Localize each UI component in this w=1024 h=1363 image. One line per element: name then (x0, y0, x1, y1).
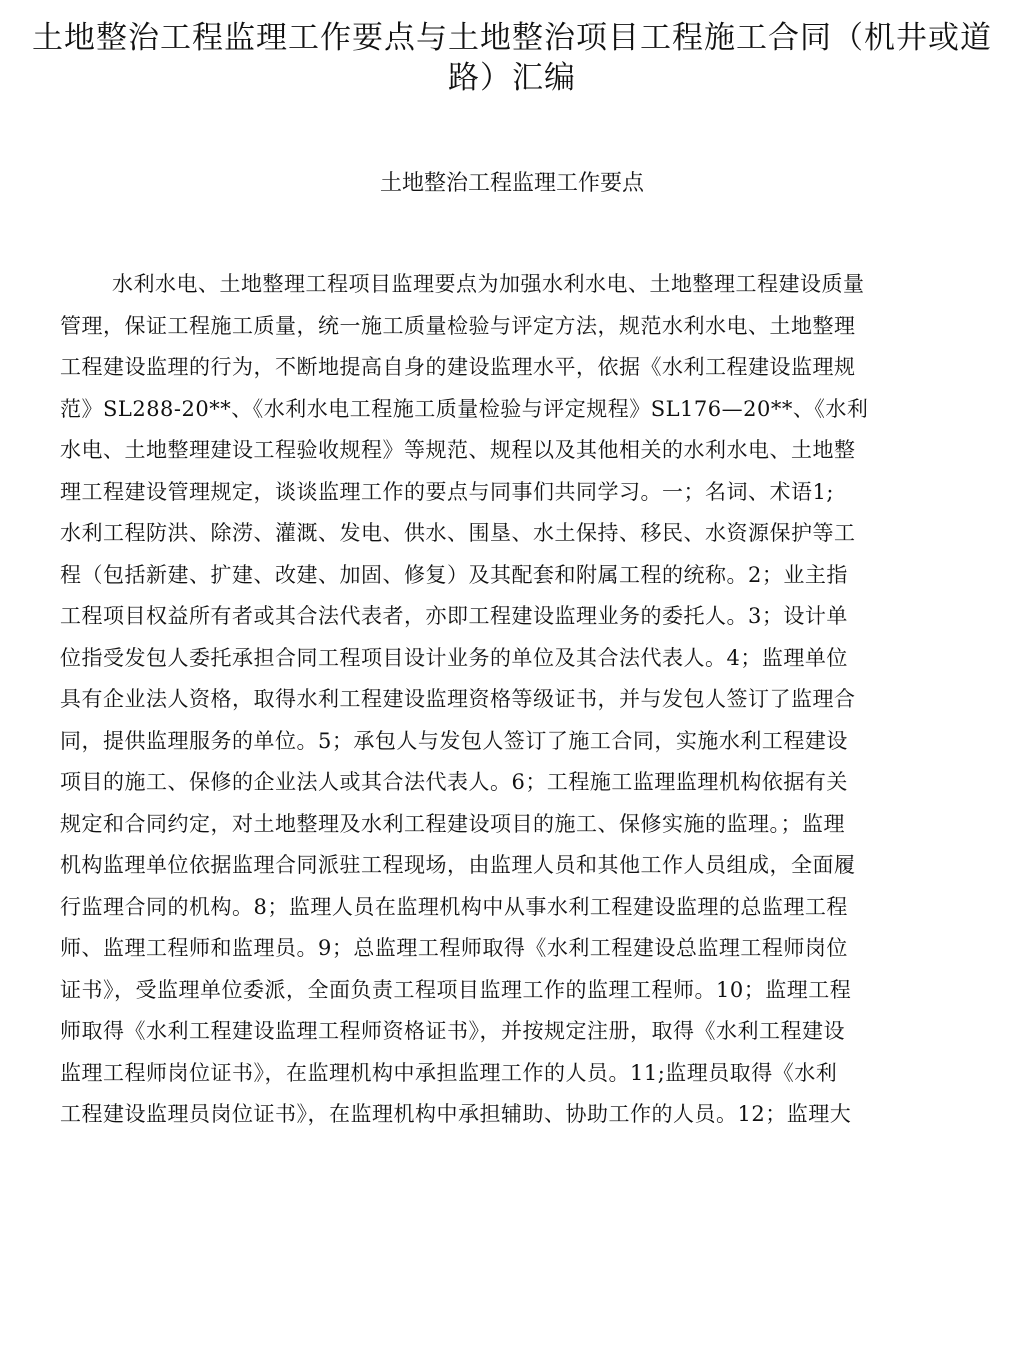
body-line: 监理工程师岗位证书》，在监理机构中承担监理工作的人员。11;监理员取得《水利 (60, 1060, 838, 1085)
body-line: 项目的施工、保修的企业法人或其合法代表人。6；工程施工监理监理机构依据有关 (60, 770, 848, 794)
body-line: 具有企业法人资格，取得水利工程建设监理资格等级证书，并与发包人签订了监理合 (60, 687, 856, 711)
body-line: 水电、土地整理建设工程验收规程》等规范、规程以及其他相关的水利水电、土地整 (60, 438, 856, 462)
body-line: 水利水电、土地整理工程项目监理要点为加强水利水电、土地整理工程建设质量 (112, 272, 865, 296)
body-line: 工程建设监理的行为，不断地提高自身的建设监理水平，依据《水利工程建设监理规 (60, 355, 856, 379)
body-line: 师、监理工程师和监理员。9；总监理工程师取得《水利工程建设总监理工程师岗位 (60, 936, 848, 960)
body-line: 证书》，受监理单位委派，全面负责工程项目监理工作的监理工程师。10；监理工程 (60, 977, 852, 1002)
body-line: 水利工程防洪、除涝、灌溉、发电、供水、围垦、水土保持、移民、水资源保护等工 (60, 521, 856, 545)
document-title: 土地整治工程监理工作要点与土地整治项目工程施工合同（机井或道路）汇编 (32, 20, 992, 96)
body-line: 程（包括新建、扩建、改建、加固、修复）及其配套和附属工程的统称。2；业主指 (60, 562, 848, 587)
body-line: 范》SL288-20**、《水利水电工程施工质量检验与评定规程》SL176—20**、《水利 (60, 396, 869, 421)
body-line: 机构监理单位依据监理合同派驻工程现场，由监理人员和其他工作人员组成，全面履 (60, 853, 856, 877)
body-line: 管理，保证工程施工质量，统一施工质量检验与评定方法，规范水利水电、土地整理 (60, 313, 856, 338)
section-title: 土地整治工程监理工作要点 (379, 171, 644, 196)
body-line: 规定和合同约定，对土地整理及水利工程建设项目的施工、保修实施的监理。；监理 (60, 811, 845, 836)
body-line: 行监理合同的机构。8；监理人员在监理机构中从事水利工程建设监理的总监理工程 (60, 894, 848, 919)
body-line: 工程项目权益所有者或其合法代表者，亦即工程建设监理业务的委托人。3；设计单 (60, 604, 848, 628)
body-line: 工程建设监理员岗位证书》，在监理机构中承担辅助、协助工作的人员。12；监理大 (60, 1102, 852, 1126)
body-line: 师取得《水利工程建设监理工程师资格证书》，并按规定注册，取得《水利工程建设 (60, 1019, 845, 1043)
body-line: 位指受发包人委托承担合同工程项目设计业务的单位及其合法代表人。4；监理单位 (60, 645, 848, 670)
body-paragraph (60, 264, 940, 1136)
body-line: 同，提供监理服务的单位。5；承包人与发包人签订了施工合同，实施水利工程建设 (60, 728, 848, 753)
body-line: 理工程建设管理规定，谈谈监理工作的要点与同事们共同学习。一；名词、术语1; (60, 479, 834, 504)
